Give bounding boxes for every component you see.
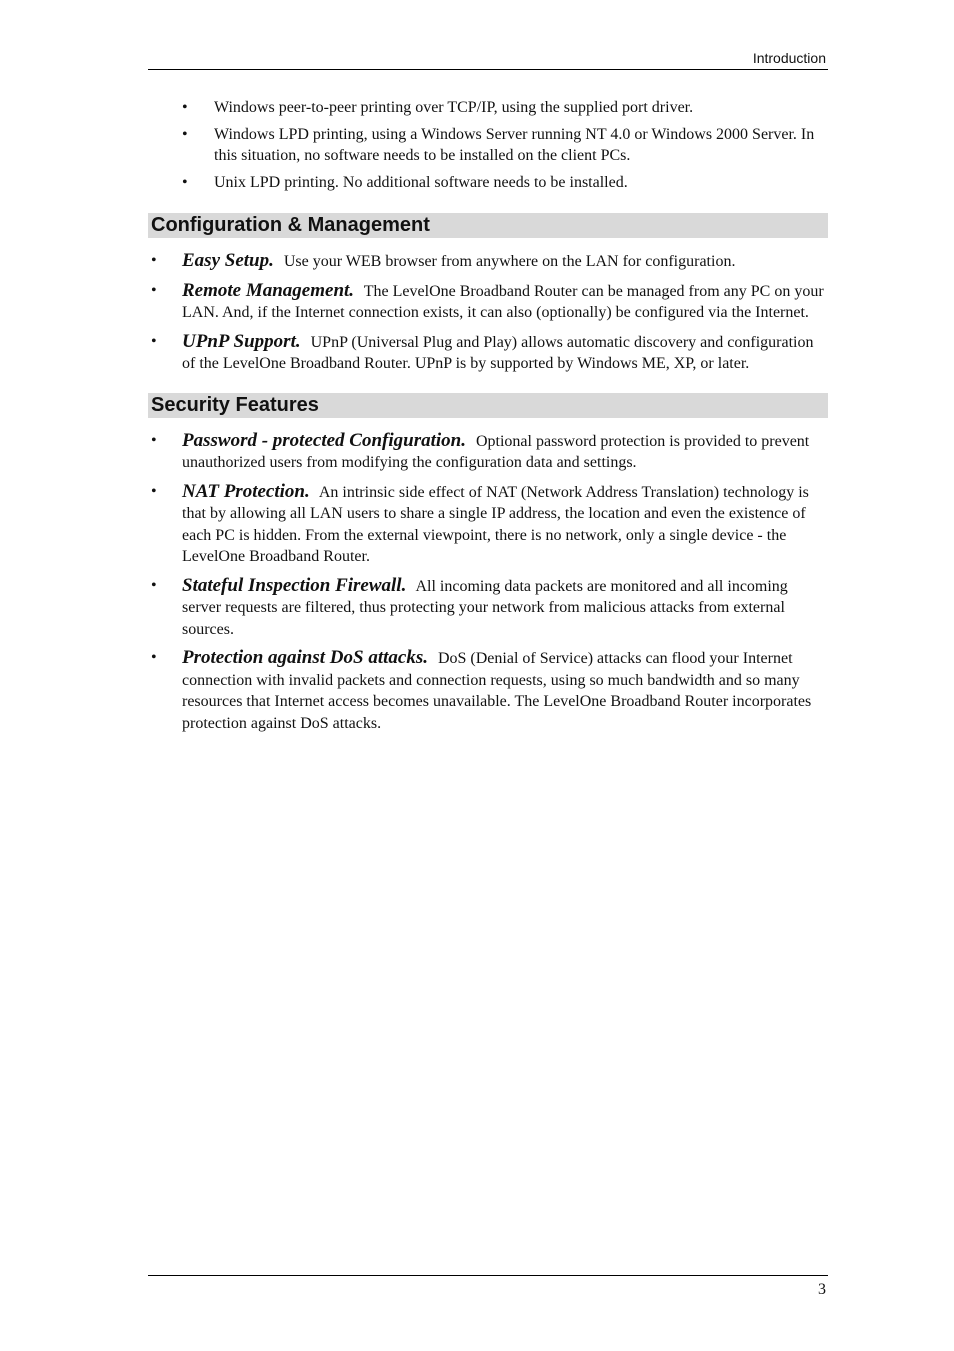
- feature-description: Optional password protection is provided to prevent unauthorized users from modifying the configuration data and settings.: [182, 432, 810, 471]
- section-heading-security: Security Features: [148, 393, 828, 418]
- bullet-icon: •: [182, 173, 188, 191]
- bullet-icon: •: [182, 99, 188, 116]
- section-heading-configuration: Configuration & Management: [148, 213, 828, 238]
- list-item: [148, 481, 828, 568]
- list-item: [148, 331, 828, 375]
- feature-term: Stateful Inspection Firewall.: [182, 574, 407, 596]
- bullet-icon: •: [151, 431, 157, 449]
- running-header: [148, 48, 828, 70]
- feature-term: Easy Setup.: [182, 250, 274, 271]
- list-item: [148, 430, 828, 474]
- feature-description: Use your WEB browser from anywhere on the LAN for configuration.: [283, 253, 736, 270]
- running-footer: [148, 1275, 828, 1299]
- feature-term: Remote Management.: [182, 279, 355, 301]
- feature-term: Password - protected Configuration.: [182, 429, 466, 451]
- bullet-icon: •: [151, 482, 157, 500]
- feature-term: NAT Protection.: [182, 480, 310, 502]
- feature-description: DoS (Denial of Service) attacks can flood your Internet connection with invalid packets and connection requests, using so much bandwidth and so many resources that Internet access becomes unavailable. The LevelOne Broadband Router incorporates protection against DoS attacks.: [182, 650, 812, 732]
- feature-description: UPnP (Universal Plug and Play) allows automatic discovery and configuration of the LevelOne Broadband Router. UPnP is by supported by Windows ME, XP, or later.: [182, 333, 814, 372]
- feature-description: An intrinsic side effect of NAT (Network Address Translation) technology is that by allowing all LAN users to share a single IP address, the location and even the existence of each PC is hidden. From the external viewpoint, there is no network, only a single device - the LevelOne Broadband Router.: [182, 483, 809, 565]
- list-item: [148, 575, 828, 641]
- security-features-list: [148, 430, 828, 735]
- feature-term: Protection against DoS attacks.: [182, 647, 428, 668]
- feature-term: UPnP Support.: [182, 330, 301, 352]
- bullet-icon: •: [151, 281, 157, 299]
- list-item: • Windows LPD printing, using a Windows Server running NT 4.0 or Windows 2000 Server. In this situation, no software needs to be installed on the client PCs.: [182, 125, 815, 164]
- header-section-title: Introduction: [752, 50, 826, 66]
- list-item: [148, 647, 828, 734]
- bullet-icon: •: [151, 576, 157, 594]
- list-item: [148, 250, 828, 273]
- configuration-features-list: [148, 250, 828, 375]
- bullet-icon: •: [151, 332, 157, 350]
- feature-description: All incoming data packets are monitored and all incoming server requests are filtered, thus protecting your network from malicious attacks from external sources.: [182, 577, 788, 638]
- bullet-icon: •: [182, 125, 188, 143]
- list-item: • Unix LPD printing. No additional software needs to be installed.: [148, 172, 828, 194]
- list-item: • Windows peer-to-peer printing over TCP/IP, using the supplied port driver.: [148, 97, 828, 119]
- feature-description: The LevelOne Broadband Router can be managed from any PC on your LAN. And, if the Internet connection exists, it can also (optionally) be configured via the Internet.: [182, 282, 824, 321]
- bullet-icon: •: [151, 252, 157, 269]
- page-number: 3: [818, 1281, 826, 1298]
- page-content: [148, 97, 828, 752]
- list-item: [148, 280, 828, 324]
- printing-methods-list: [148, 97, 828, 193]
- bullet-icon: •: [151, 649, 157, 666]
